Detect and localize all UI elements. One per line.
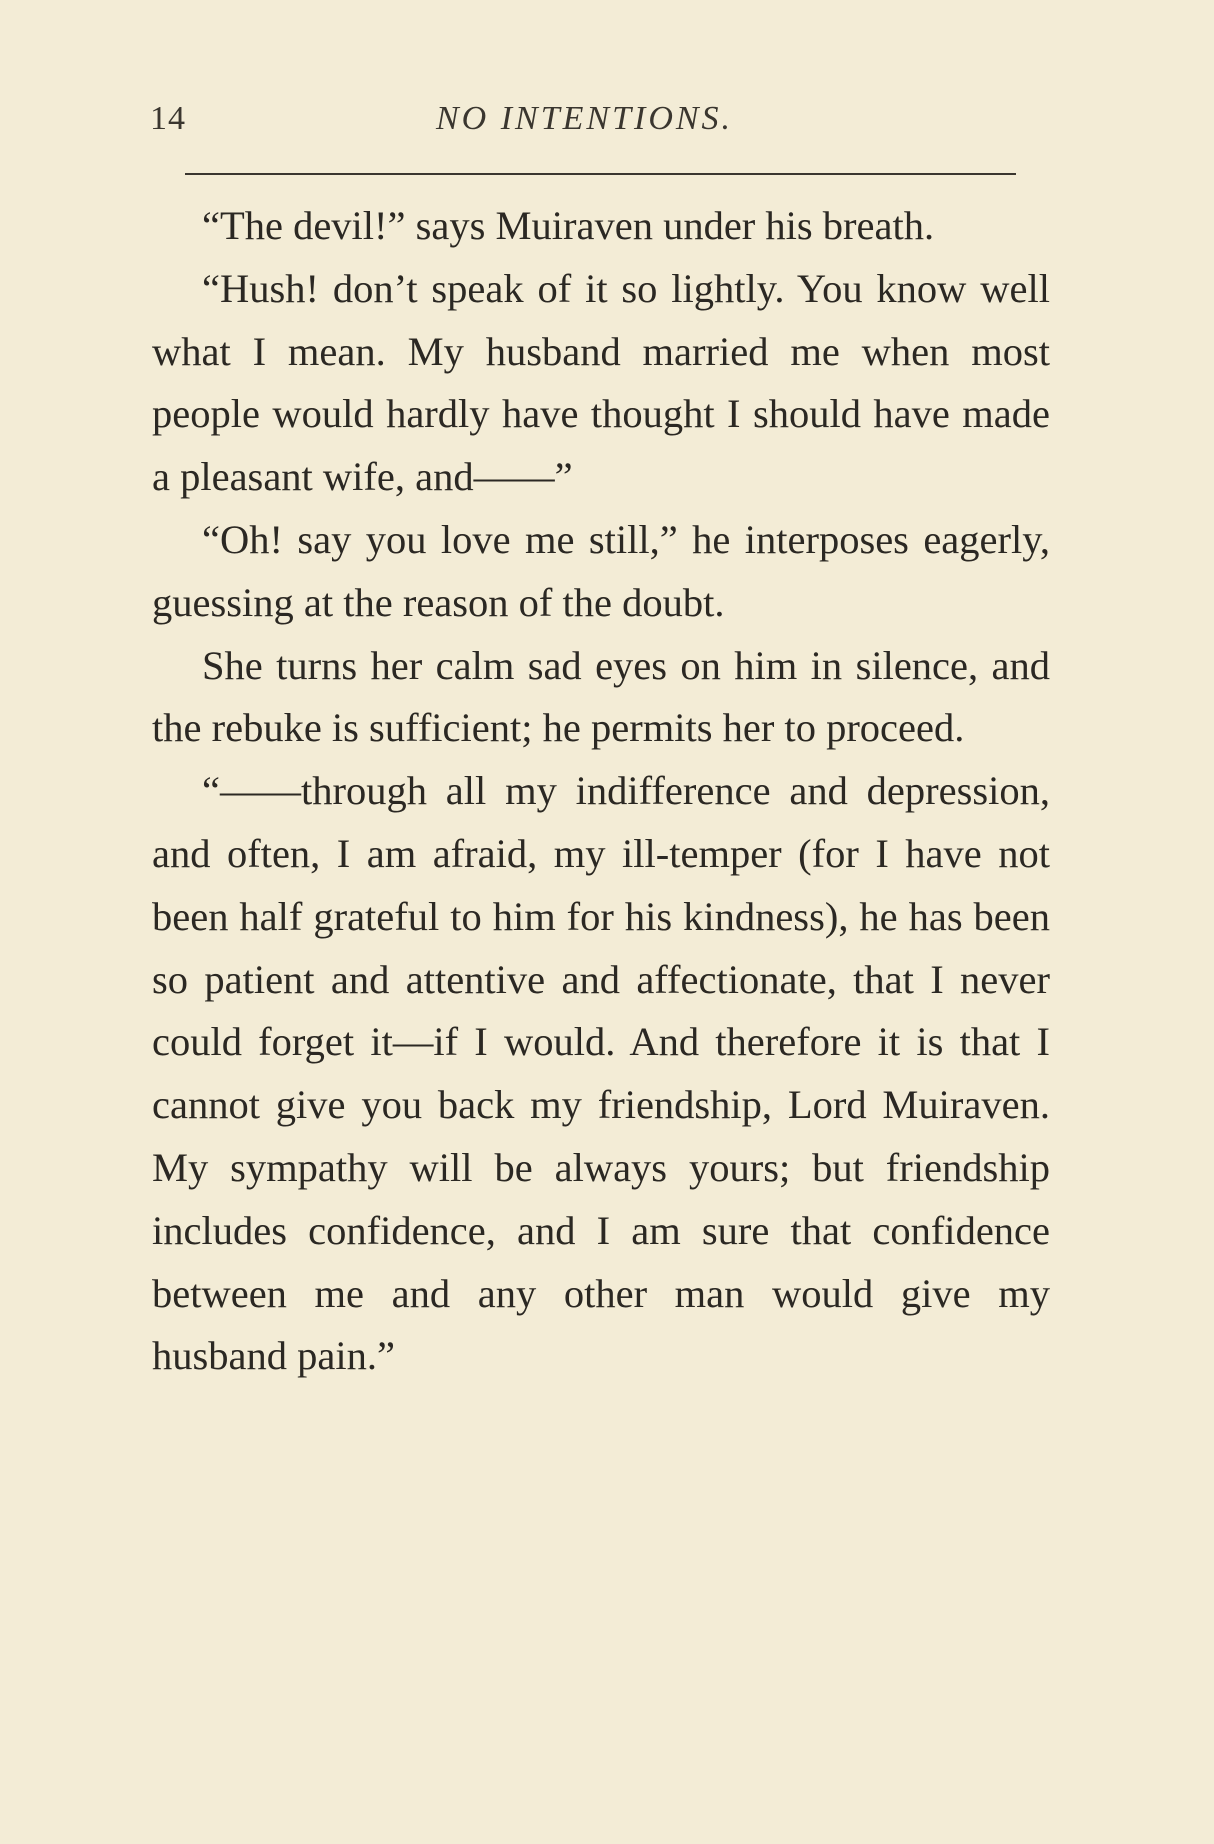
body-text <box>152 195 1050 1388</box>
running-title: NO INTENTIONS. <box>436 100 734 137</box>
page-number: 14 <box>150 100 186 137</box>
running-header <box>150 100 1016 156</box>
paragraph: She turns her calm sad eyes on him in silence, and the rebuke is sufficient; he permits her to proceed. <box>152 642 1050 751</box>
paragraph: “——through all my indifference and depression, and often, I am afraid, my ill-temper (for I have not been half grateful to him for his kindness), he has been so patient and attentive and affectionate, that I never could forget it—if I would. And therefore it is that I cannot give you back my friendship, Lord Muiraven. My sympathy will be always yours; but friendship includes confidence, and I am sure that confidence between me and any other man would give my husband pain.” <box>152 768 1050 1379</box>
paragraph: “Oh! say you love me still,” he interposes eagerly, guessing at the reason of the doubt. <box>152 516 1050 625</box>
paragraph: “The devil!” says Muiraven under his breath. <box>202 203 935 248</box>
paragraph: “Hush! don’t speak of it so lightly. You know well what I mean. My husband married me when most people would hardly have thought I should have made a pleasant wife, and——” <box>152 265 1050 500</box>
header-rule <box>185 173 1016 175</box>
